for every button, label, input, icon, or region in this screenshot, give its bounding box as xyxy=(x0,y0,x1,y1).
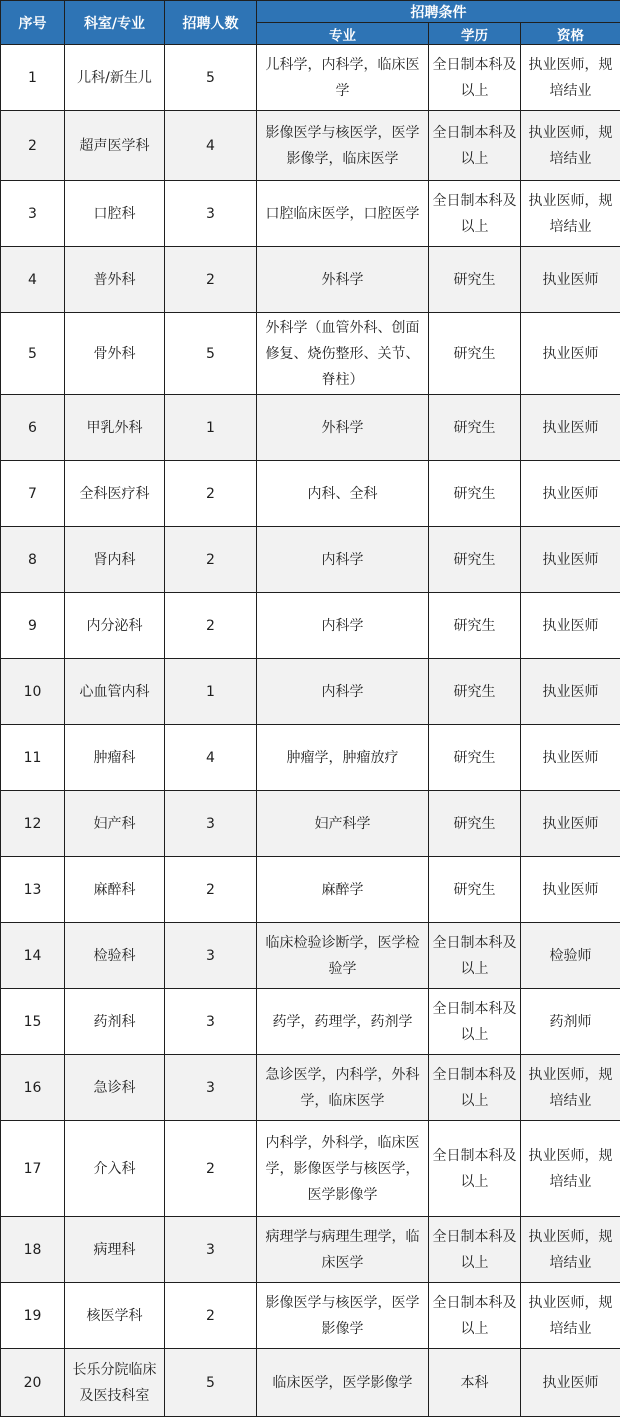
table-row xyxy=(1,45,620,111)
cell-count: 2 xyxy=(165,247,257,313)
cell-qualification: 执业医师 xyxy=(521,527,620,593)
cell-major: 内科学 xyxy=(257,593,429,659)
cell-seq: 11 xyxy=(1,725,65,791)
table-row xyxy=(1,1055,620,1121)
cell-seq: 5 xyxy=(1,313,65,395)
cell-dept: 心血管内科 xyxy=(65,659,165,725)
cell-qualification: 药剂师 xyxy=(521,989,620,1055)
cell-major: 儿科学，内科学，临床医学 xyxy=(257,45,429,111)
cell-count: 2 xyxy=(165,1283,257,1349)
cell-seq: 3 xyxy=(1,181,65,247)
cell-qualification: 执业医师，规培结业 xyxy=(521,1055,620,1121)
cell-qualification: 执业医师 xyxy=(521,791,620,857)
cell-count: 5 xyxy=(165,313,257,395)
cell-count: 3 xyxy=(165,989,257,1055)
table-row xyxy=(1,247,620,313)
cell-education: 全日制本科及以上 xyxy=(429,1283,521,1349)
header-major: 专业 xyxy=(257,23,429,45)
cell-dept: 儿科/新生儿 xyxy=(65,45,165,111)
cell-seq: 16 xyxy=(1,1055,65,1121)
header-qualification: 资格 xyxy=(521,23,620,45)
cell-seq: 1 xyxy=(1,45,65,111)
cell-education: 研究生 xyxy=(429,791,521,857)
cell-qualification: 执业医师，规培结业 xyxy=(521,45,620,111)
cell-dept: 麻醉科 xyxy=(65,857,165,923)
cell-dept: 急诊科 xyxy=(65,1055,165,1121)
cell-dept: 骨外科 xyxy=(65,313,165,395)
cell-major: 影像医学与核医学，医学影像学，临床医学 xyxy=(257,111,429,181)
cell-count: 1 xyxy=(165,659,257,725)
cell-seq: 4 xyxy=(1,247,65,313)
cell-seq: 18 xyxy=(1,1217,65,1283)
table-row xyxy=(1,111,620,181)
cell-qualification: 执业医师 xyxy=(521,857,620,923)
cell-count: 2 xyxy=(165,461,257,527)
cell-education: 研究生 xyxy=(429,725,521,791)
table-body xyxy=(1,45,620,1417)
table-row xyxy=(1,923,620,989)
cell-qualification: 执业医师，规培结业 xyxy=(521,181,620,247)
table-row xyxy=(1,791,620,857)
cell-seq: 2 xyxy=(1,111,65,181)
cell-dept: 介入科 xyxy=(65,1121,165,1217)
cell-education: 全日制本科及以上 xyxy=(429,111,521,181)
cell-major: 肿瘤学，肿瘤放疗 xyxy=(257,725,429,791)
cell-education: 本科 xyxy=(429,1349,521,1417)
cell-seq: 7 xyxy=(1,461,65,527)
cell-qualification: 执业医师，规培结业 xyxy=(521,1283,620,1349)
cell-count: 2 xyxy=(165,593,257,659)
cell-major: 内科学 xyxy=(257,659,429,725)
cell-major: 急诊医学，内科学，外科学，临床医学 xyxy=(257,1055,429,1121)
header-seq: 序号 xyxy=(1,1,65,45)
cell-dept: 长乐分院临床及医技科室 xyxy=(65,1349,165,1417)
cell-qualification: 执业医师 xyxy=(521,461,620,527)
cell-qualification: 执业医师 xyxy=(521,313,620,395)
cell-qualification: 执业医师 xyxy=(521,247,620,313)
cell-count: 3 xyxy=(165,791,257,857)
cell-major: 影像医学与核医学，医学影像学 xyxy=(257,1283,429,1349)
cell-dept: 妇产科 xyxy=(65,791,165,857)
cell-count: 2 xyxy=(165,527,257,593)
cell-seq: 14 xyxy=(1,923,65,989)
cell-qualification: 执业医师 xyxy=(521,593,620,659)
cell-dept: 检验科 xyxy=(65,923,165,989)
cell-qualification: 执业医师，规培结业 xyxy=(521,1217,620,1283)
cell-major: 外科学 xyxy=(257,247,429,313)
cell-education: 研究生 xyxy=(429,461,521,527)
cell-education: 研究生 xyxy=(429,313,521,395)
cell-major: 麻醉学 xyxy=(257,857,429,923)
cell-major: 内科、全科 xyxy=(257,461,429,527)
cell-major: 内科学 xyxy=(257,527,429,593)
cell-major: 药学，药理学，药剂学 xyxy=(257,989,429,1055)
cell-seq: 9 xyxy=(1,593,65,659)
cell-seq: 13 xyxy=(1,857,65,923)
table-row xyxy=(1,313,620,395)
cell-dept: 肾内科 xyxy=(65,527,165,593)
table-row xyxy=(1,989,620,1055)
cell-count: 4 xyxy=(165,111,257,181)
table-row xyxy=(1,1121,620,1217)
cell-count: 3 xyxy=(165,1055,257,1121)
cell-qualification: 检验师 xyxy=(521,923,620,989)
cell-major: 病理学与病理生理学，临床医学 xyxy=(257,1217,429,1283)
cell-seq: 6 xyxy=(1,395,65,461)
cell-education: 研究生 xyxy=(429,593,521,659)
header-conditions: 招聘条件 xyxy=(257,1,620,23)
table-row xyxy=(1,1283,620,1349)
cell-education: 全日制本科及以上 xyxy=(429,989,521,1055)
cell-qualification: 执业医师 xyxy=(521,1349,620,1417)
cell-major: 临床检验诊断学，医学检验学 xyxy=(257,923,429,989)
cell-dept: 内分泌科 xyxy=(65,593,165,659)
cell-dept: 甲乳外科 xyxy=(65,395,165,461)
cell-seq: 15 xyxy=(1,989,65,1055)
cell-dept: 肿瘤科 xyxy=(65,725,165,791)
cell-count: 5 xyxy=(165,1349,257,1417)
cell-education: 研究生 xyxy=(429,395,521,461)
cell-education: 全日制本科及以上 xyxy=(429,1121,521,1217)
cell-qualification: 执业医师 xyxy=(521,659,620,725)
cell-major: 临床医学，医学影像学 xyxy=(257,1349,429,1417)
cell-dept: 核医学科 xyxy=(65,1283,165,1349)
cell-dept: 全科医疗科 xyxy=(65,461,165,527)
cell-qualification: 执业医师，规培结业 xyxy=(521,1121,620,1217)
cell-dept: 超声医学科 xyxy=(65,111,165,181)
cell-dept: 药剂科 xyxy=(65,989,165,1055)
cell-major: 妇产科学 xyxy=(257,791,429,857)
cell-dept: 病理科 xyxy=(65,1217,165,1283)
table-row xyxy=(1,181,620,247)
table-row xyxy=(1,659,620,725)
cell-count: 2 xyxy=(165,857,257,923)
cell-dept: 普外科 xyxy=(65,247,165,313)
cell-education: 全日制本科及以上 xyxy=(429,1055,521,1121)
cell-education: 研究生 xyxy=(429,857,521,923)
cell-major: 口腔临床医学，口腔医学 xyxy=(257,181,429,247)
table-row xyxy=(1,1349,620,1417)
cell-education: 研究生 xyxy=(429,247,521,313)
table-row xyxy=(1,461,620,527)
cell-count: 3 xyxy=(165,923,257,989)
header-education: 学历 xyxy=(429,23,521,45)
header-count: 招聘人数 xyxy=(165,1,257,45)
cell-count: 5 xyxy=(165,45,257,111)
table-row xyxy=(1,395,620,461)
cell-education: 全日制本科及以上 xyxy=(429,181,521,247)
cell-qualification: 执业医师，规培结业 xyxy=(521,111,620,181)
cell-dept: 口腔科 xyxy=(65,181,165,247)
cell-seq: 17 xyxy=(1,1121,65,1217)
cell-count: 1 xyxy=(165,395,257,461)
cell-count: 3 xyxy=(165,181,257,247)
cell-count: 3 xyxy=(165,1217,257,1283)
cell-count: 2 xyxy=(165,1121,257,1217)
cell-education: 研究生 xyxy=(429,527,521,593)
cell-seq: 19 xyxy=(1,1283,65,1349)
table-row xyxy=(1,1217,620,1283)
cell-major: 内科学，外科学，临床医学，影像医学与核医学，医学影像学 xyxy=(257,1121,429,1217)
table-row xyxy=(1,857,620,923)
cell-qualification: 执业医师 xyxy=(521,725,620,791)
table-row xyxy=(1,725,620,791)
cell-education: 全日制本科及以上 xyxy=(429,923,521,989)
cell-count: 4 xyxy=(165,725,257,791)
cell-seq: 12 xyxy=(1,791,65,857)
cell-major: 外科学 xyxy=(257,395,429,461)
cell-major: 外科学（血管外科、创面修复、烧伤整形、关节、脊柱） xyxy=(257,313,429,395)
header-dept: 科室/专业 xyxy=(65,1,165,45)
cell-education: 全日制本科及以上 xyxy=(429,1217,521,1283)
table-row xyxy=(1,593,620,659)
cell-education: 研究生 xyxy=(429,659,521,725)
cell-seq: 8 xyxy=(1,527,65,593)
cell-qualification: 执业医师 xyxy=(521,395,620,461)
cell-seq: 20 xyxy=(1,1349,65,1417)
cell-seq: 10 xyxy=(1,659,65,725)
cell-education: 全日制本科及以上 xyxy=(429,45,521,111)
table-row xyxy=(1,527,620,593)
